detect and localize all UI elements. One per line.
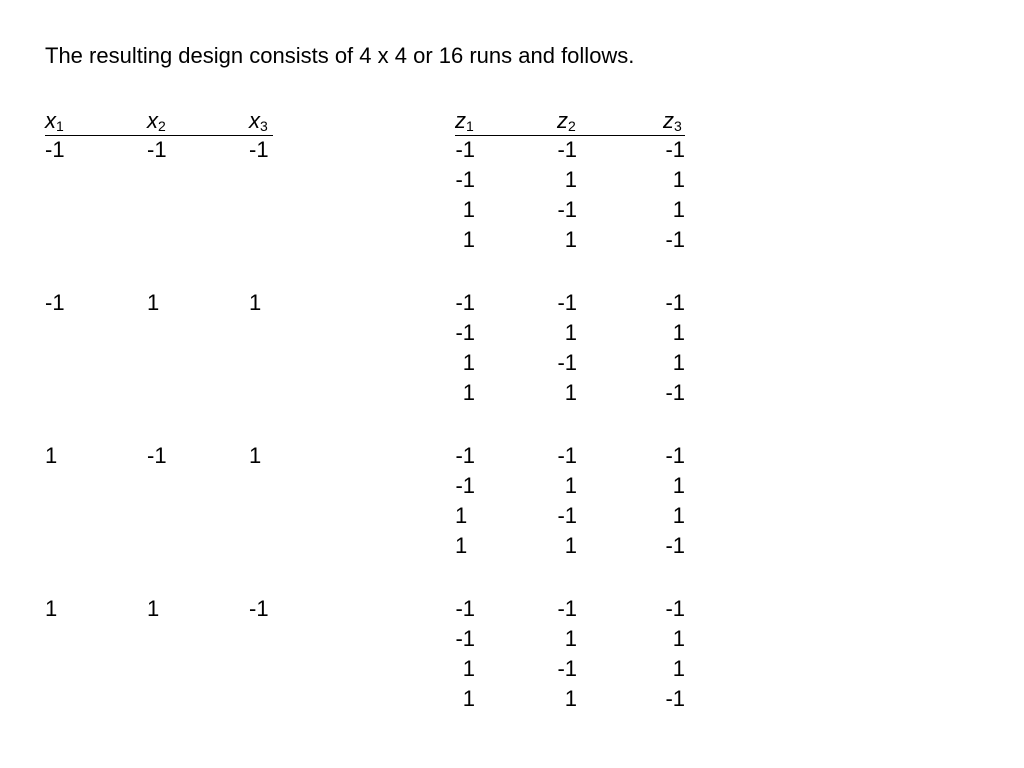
block2-row4-z2: 1: [564, 380, 577, 405]
block1-row1-z3: -1: [665, 137, 685, 162]
block3-x3: 1: [249, 443, 262, 468]
block2-row3-z1: 1: [462, 350, 475, 375]
block2-row4-z1: 1: [462, 380, 475, 405]
header-x3: [249, 108, 268, 139]
block4-x2: 1: [147, 596, 160, 621]
block4-row2-z2: 1: [564, 626, 577, 651]
header-z1-sub: 1: [466, 118, 474, 134]
header-x3-var: x: [249, 108, 260, 133]
block1-row1-z2: -1: [557, 137, 577, 162]
block4-row1-z1: -1: [455, 596, 475, 621]
block3-row1-z1: -1: [455, 443, 475, 468]
block2-x2: 1: [147, 290, 160, 315]
block3-row3-z2: -1: [557, 503, 577, 528]
block1-row4-z1: 1: [462, 227, 475, 252]
header-z3-var: z: [663, 108, 674, 133]
block2-row3-z3: 1: [672, 350, 685, 375]
block3-row4-z3: -1: [665, 533, 685, 558]
block3-row3-z1: 1: [455, 503, 468, 528]
block4-row1-z2: -1: [557, 596, 577, 621]
block1-row1-z1: -1: [455, 137, 475, 162]
header-z3-sub: 3: [674, 118, 682, 134]
block2-row2-z3: 1: [672, 320, 685, 345]
block4-row2-z1: -1: [455, 626, 475, 651]
block3-row1-z3: -1: [665, 443, 685, 468]
block3-x1: 1: [45, 443, 58, 468]
block2-row1-z1: -1: [455, 290, 475, 315]
block1-x3: -1: [249, 137, 269, 162]
block3-row4-z2: 1: [564, 533, 577, 558]
block1-row3-z3: 1: [672, 197, 685, 222]
intro-text: The resulting design consists of 4 x 4 or 16 runs and follows.: [45, 43, 635, 68]
header-x1: [45, 108, 64, 139]
block3-x2: -1: [147, 443, 167, 468]
block4-row3-z1: 1: [462, 656, 475, 681]
block4-row3-z3: 1: [672, 656, 685, 681]
block2-x3: 1: [249, 290, 262, 315]
header-z1-var: z: [455, 108, 466, 133]
block4-row3-z2: -1: [557, 656, 577, 681]
block2-row4-z3: -1: [665, 380, 685, 405]
block2-row1-z2: -1: [557, 290, 577, 315]
block4-row4-z2: 1: [564, 686, 577, 711]
block2-row1-z3: -1: [665, 290, 685, 315]
block3-row1-z2: -1: [557, 443, 577, 468]
block2-x1: -1: [45, 290, 65, 315]
block1-x1: -1: [45, 137, 65, 162]
block2-row2-z2: 1: [564, 320, 577, 345]
block4-row2-z3: 1: [672, 626, 685, 651]
block1-row2-z3: 1: [672, 167, 685, 192]
block1-row3-z1: 1: [462, 197, 475, 222]
block2-row2-z1: -1: [455, 320, 475, 345]
header-z1: [455, 108, 474, 139]
header-x3-sub: 3: [260, 118, 268, 134]
block1-row2-z2: 1: [564, 167, 577, 192]
block3-row4-z1: 1: [455, 533, 468, 558]
block3-row2-z3: 1: [672, 473, 685, 498]
block4-row4-z3: -1: [665, 686, 685, 711]
block3-row2-z1: -1: [455, 473, 475, 498]
block4-x1: 1: [45, 596, 58, 621]
header-x2-sub: 2: [158, 118, 166, 134]
header-x2: [147, 108, 166, 139]
block1-row3-z2: -1: [557, 197, 577, 222]
block1-row4-z3: -1: [665, 227, 685, 252]
header-z2: [557, 108, 576, 139]
header-z2-sub: 2: [568, 118, 576, 134]
block3-row3-z3: 1: [672, 503, 685, 528]
block1-x2: -1: [147, 137, 167, 162]
header-z2-var: z: [557, 108, 568, 133]
header-x1-sub: 1: [56, 118, 64, 134]
block3-row2-z2: 1: [564, 473, 577, 498]
header-z3: [663, 108, 682, 139]
block1-row4-z2: 1: [564, 227, 577, 252]
header-x2-var: x: [147, 108, 158, 133]
block4-row4-z1: 1: [462, 686, 475, 711]
block1-row2-z1: -1: [455, 167, 475, 192]
header-x1-var: x: [45, 108, 56, 133]
block4-row1-z3: -1: [665, 596, 685, 621]
block2-row3-z2: -1: [557, 350, 577, 375]
block4-x3: -1: [249, 596, 269, 621]
